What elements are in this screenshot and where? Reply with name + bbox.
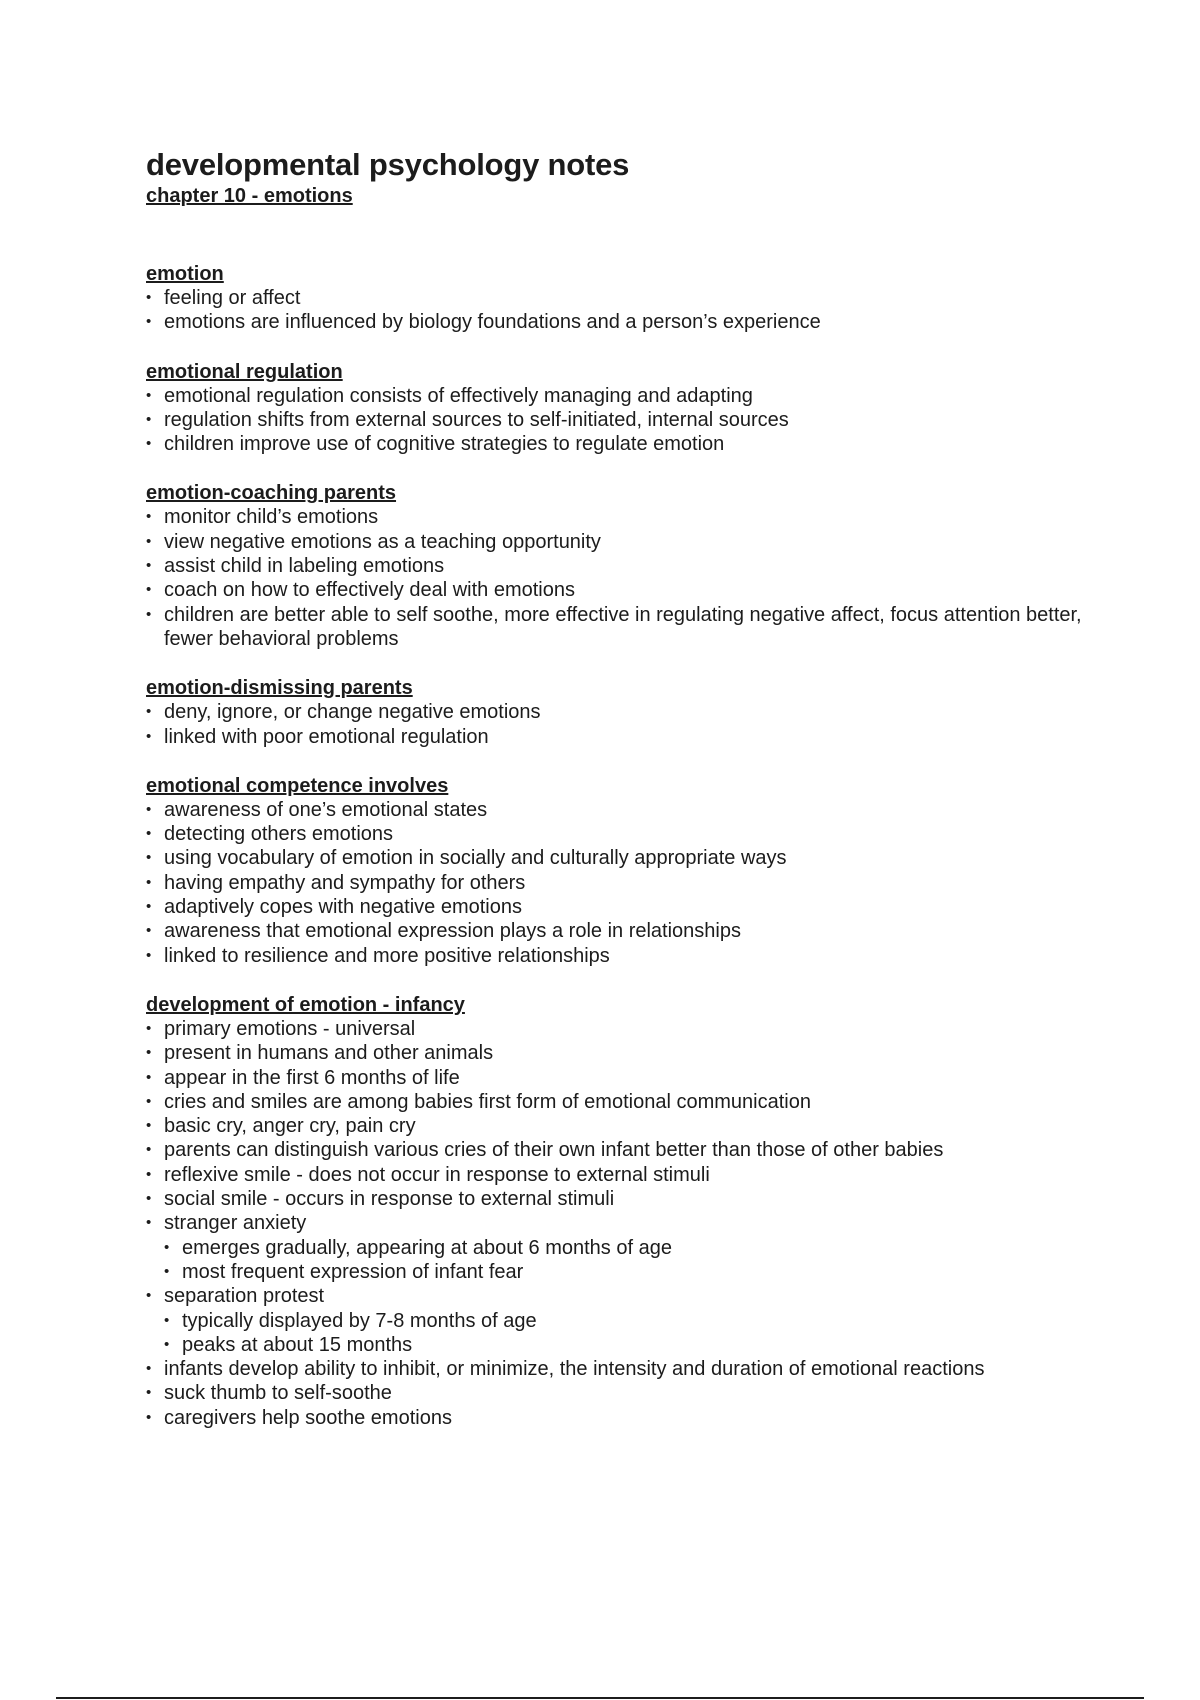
bullet-item: • suck thumb to self-soothe: [146, 1381, 1126, 1405]
bullet-item: • detecting others emotions: [146, 822, 1126, 846]
section-heading: emotion: [146, 263, 224, 285]
bullet-item: • emotional regulation consists of effectively managing and adapting: [146, 384, 1126, 408]
bullet-item: • primary emotions - universal: [146, 1017, 1126, 1041]
section-heading: development of emotion - infancy: [146, 993, 465, 1016]
section-heading: emotional regulation: [146, 360, 343, 383]
bullet-item: • awareness of one’s emotional states: [146, 798, 1126, 822]
notes-section: [146, 262, 1126, 335]
bullet-item: • children are better able to self soothe, more effective in regulating negative affect, focus attention better, fewer behavioral problems: [146, 603, 1126, 652]
bullet-list: [146, 384, 1126, 457]
bullet-list: [146, 286, 1126, 335]
bullet-item: • children improve use of cognitive strategies to regulate emotion: [146, 432, 1126, 456]
bullet-item: • separation protest: [146, 1284, 1126, 1308]
bullet-item: • linked to resilience and more positive relationships: [146, 944, 1126, 968]
document-title: developmental psychology notes: [146, 147, 630, 182]
bullet-item: • monitor child’s emotions: [146, 505, 1126, 529]
bullet-item: • deny, ignore, or change negative emotions: [146, 700, 1126, 724]
bullet-item: • linked with poor emotional regulation: [146, 725, 1126, 749]
bullet-list: [146, 505, 1126, 651]
bullet-item: • stranger anxiety: [146, 1211, 1126, 1235]
bullet-item: • cries and smiles are among babies first form of emotional communication: [146, 1090, 1126, 1114]
bullet-item: • awareness that emotional expression plays a role in relationships: [146, 919, 1126, 943]
bullet-item: • using vocabulary of emotion in socially and culturally appropriate ways: [146, 846, 1126, 870]
notes-section: [146, 774, 1126, 968]
bullet-item: • view negative emotions as a teaching opportunity: [146, 530, 1126, 554]
bullet-item: • having empathy and sympathy for others: [146, 871, 1126, 895]
bullet-item: • emotions are influenced by biology foundations and a person’s experience: [146, 310, 1126, 334]
notes-section: [146, 481, 1126, 651]
bullet-item: • appear in the first 6 months of life: [146, 1066, 1126, 1090]
section-heading: emotional competence involves: [146, 774, 449, 797]
bullet-item: • parents can distinguish various cries of their own infant better than those of other babies: [146, 1138, 1126, 1162]
bullet-list: [146, 1017, 1126, 1430]
bullet-item: • social smile - occurs in response to external stimuli: [146, 1187, 1126, 1211]
bullet-item: • basic cry, anger cry, pain cry: [146, 1114, 1126, 1138]
notes-section: [146, 360, 1126, 457]
sub-bullet-item: • typically displayed by 7-8 months of age: [164, 1309, 1126, 1333]
notes-section: [146, 676, 1126, 749]
sub-bullet-item: • peaks at about 15 months: [164, 1333, 1126, 1357]
footer-divider: [56, 1697, 1144, 1699]
section-heading: emotion-dismissing parents: [146, 677, 413, 700]
bullet-item: • coach on how to effectively deal with emotions: [146, 578, 1126, 602]
bullet-item: • infants develop ability to inhibit, or minimize, the intensity and duration of emotional reactions: [146, 1357, 1126, 1381]
bullet-item: • present in humans and other animals: [146, 1041, 1126, 1065]
document-subtitle: chapter 10 - emotions: [146, 185, 353, 207]
bullet-item: • regulation shifts from external sources to self-initiated, internal sources: [146, 408, 1126, 432]
bullet-item: • feeling or affect: [146, 286, 1126, 310]
bullet-item: • adaptively copes with negative emotions: [146, 895, 1126, 919]
bullet-item: • caregivers help soothe emotions: [146, 1406, 1126, 1430]
bullet-list: [146, 798, 1126, 968]
sub-bullet-item: • emerges gradually, appearing at about 6 months of age: [164, 1236, 1126, 1260]
bullet-item: • assist child in labeling emotions: [146, 554, 1126, 578]
notes-sections: [146, 262, 1126, 1430]
document-page: [146, 146, 1126, 1430]
section-heading: emotion-coaching parents: [146, 482, 397, 505]
bullet-list: [146, 700, 1126, 749]
sub-bullet-item: • most frequent expression of infant fear: [164, 1260, 1126, 1284]
bullet-item: • reflexive smile - does not occur in response to external stimuli: [146, 1163, 1126, 1187]
notes-section: [146, 993, 1126, 1430]
